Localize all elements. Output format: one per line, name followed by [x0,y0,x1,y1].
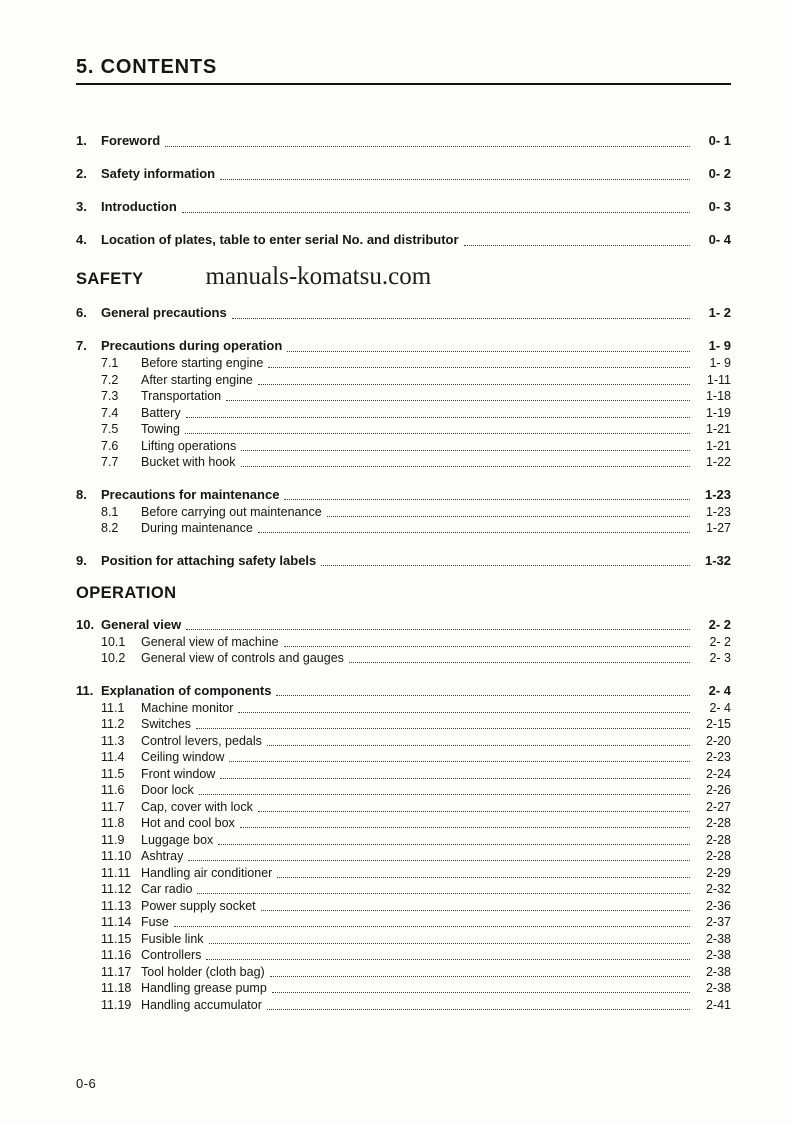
toc-entry-number: 11.11 [101,865,131,880]
watermark-text: manuals-komatsu.com [205,263,432,290]
toc-entry-number: 7.5 [101,422,119,436]
toc [76,131,731,1013]
toc-entry-page: 2-37 [705,915,731,929]
toc-entry [76,733,731,750]
dot-leader [240,827,690,828]
toc-entry-number: 4. [76,232,87,247]
toc-entry-label: Control levers, pedals [141,733,262,748]
toc-entry-page: 2-38 [705,964,731,979]
toc-entry-label: Tool holder (cloth bag) [141,964,265,979]
dot-leader [186,629,690,630]
toc-entry-number: 8.1 [101,504,119,519]
toc-entry [76,980,731,997]
toc-section [76,584,731,1014]
toc-entry [76,881,731,898]
section-heading: SAFETY [76,270,144,288]
toc-entry [76,551,731,570]
toc-entry-label: Handling air conditioner [141,865,273,880]
section-heading-row [76,263,731,291]
toc-entry-page: 1- 9 [708,338,731,353]
dot-leader [261,910,690,911]
dot-leader [238,712,690,713]
toc-entry-page: 1-21 [705,422,731,436]
toc-entry [76,438,731,455]
dot-leader [218,844,690,845]
toc-entry-number: 6. [76,305,87,320]
dot-leader [165,146,690,147]
toc-entry-number: 7.1 [101,356,119,370]
toc-entry [76,303,731,322]
toc-entry [76,681,731,700]
toc-entry-page: 1-19 [705,405,731,420]
toc-entry-page: 2- 4 [708,682,731,698]
toc-entry-page: 0- 3 [708,199,731,214]
toc-entry-label: Foreword [101,133,161,148]
toc-entry [76,766,731,783]
toc-entry-page: 2-28 [705,832,731,847]
toc-entry-page: 0- 2 [708,166,731,181]
toc-group [76,131,731,150]
toc-entry-label: Location of plates, table to enter serial No. and distributor [101,232,459,247]
toc-entry [76,914,731,931]
toc-entry [76,650,731,667]
toc-entry [76,388,731,405]
toc-entry-label: Ashtray [141,849,184,863]
toc-entry [76,131,731,150]
dot-leader [327,516,690,517]
toc-entry-number: 7.7 [101,455,119,469]
toc-entry-label: Cap, cover with lock [141,799,253,814]
toc-entry-label: Fuse [141,915,169,929]
toc-group [76,615,731,667]
toc-entry [76,485,731,504]
toc-entry-label: Battery [141,405,181,420]
dot-leader [321,565,690,566]
toc-group [76,681,731,1014]
toc-entry-label: General view of machine [141,634,279,649]
toc-entry [76,454,731,471]
toc-entry-number: 7.6 [101,438,119,453]
toc-entry-page: 0- 1 [708,133,731,148]
dot-leader [272,992,690,993]
dot-leader [258,811,690,812]
toc-entry [76,947,731,964]
dot-leader [206,959,690,960]
toc-entry [76,815,731,832]
dot-leader [209,943,690,944]
dot-leader [464,245,690,246]
toc-entry-page: 2- 2 [708,616,731,632]
toc-entry-label: Position for attaching safety labels [101,552,317,568]
toc-entry [76,230,731,249]
toc-entry-page: 2- 2 [709,634,731,649]
toc-entry-label: Front window [141,766,216,781]
toc-entry-label: Power supply socket [141,898,256,913]
toc-entry-page: 1-11 [706,372,731,387]
toc-group [76,485,731,537]
dot-leader [267,745,690,746]
toc-entry [76,964,731,981]
toc-entry-page: 2-28 [705,849,731,863]
toc-entry-number: 11.15 [101,931,132,946]
toc-group [76,303,731,322]
toc-group [76,164,731,183]
toc-entry-page: 1- 2 [708,305,731,320]
toc-entry-label: Car radio [141,882,193,896]
toc-entry-number: 11.12 [101,882,132,896]
toc-entry-label: Safety information [101,166,216,181]
toc-entry [76,520,731,537]
toc-entry-number: 11.8 [101,816,125,830]
dot-leader [284,499,690,500]
toc-entry-page: 1-23 [705,504,731,519]
toc-entry-page: 2-15 [705,717,731,731]
toc-entry [76,197,731,216]
footer-page-number: 0-6 [76,1076,97,1091]
toc-entry-page: 2-41 [705,997,731,1012]
toc-entry-label: Bucket with hook [141,455,236,469]
dot-leader [276,695,690,696]
toc-entry-number: 11.2 [101,717,125,731]
toc-entry-page: 2-28 [705,816,731,830]
toc-entry-number: 11.1 [101,700,125,715]
toc-entry-page: 1-21 [705,438,731,453]
toc-entry-label: General view [101,616,182,632]
toc-entry-page: 2-38 [705,931,731,946]
toc-entry-number: 11.10 [101,849,132,863]
toc-entry-page: 2-32 [705,882,731,896]
toc-entry-page: 1-22 [705,455,731,469]
toc-entry-number: 2. [76,166,87,181]
toc-entry-label: Introduction [101,199,177,214]
toc-entry-page: 2-38 [705,981,731,995]
dot-leader [232,318,690,319]
toc-entry-number: 7.3 [101,389,119,403]
toc-entry-number: 11.5 [101,766,125,781]
toc-entry-label: Controllers [141,948,202,962]
toc-entry-page: 1-27 [705,521,731,535]
toc-section [76,131,731,249]
dot-leader [226,400,690,401]
toc-entry-number: 11.3 [101,733,125,748]
dot-leader [258,384,690,385]
toc-entry-page: 2-23 [705,750,731,764]
toc-entry-page: 2-26 [705,783,731,797]
toc-group [76,230,731,249]
toc-entry-number: 8. [76,486,87,502]
dot-leader [229,761,690,762]
toc-entry-number: 10.2 [101,651,126,665]
toc-entry-label: Ceiling window [141,750,225,764]
toc-entry [76,832,731,849]
dot-leader [220,179,690,180]
toc-entry-label: Towing [141,422,180,436]
toc-entry-label: Precautions during operation [101,338,283,353]
toc-entry-page: 2-20 [705,733,731,748]
dot-leader [241,466,691,467]
dot-leader [349,662,690,663]
title-rule [76,56,731,85]
dot-leader [284,646,690,647]
toc-entry-label: Hot and cool box [141,816,235,830]
toc-entry-number: 1. [76,133,87,148]
dot-leader [287,351,690,352]
dot-leader [186,417,690,418]
toc-entry [76,799,731,816]
toc-entry-label: Before starting engine [141,356,264,370]
dot-leader [182,212,690,213]
toc-entry [76,372,731,389]
toc-entry [76,634,731,651]
toc-entry [76,848,731,865]
dot-leader [270,976,690,977]
toc-entry-label: Handling grease pump [141,981,267,995]
toc-entry-label: Luggage box [141,832,214,847]
toc-entry-number: 11.14 [101,915,132,929]
toc-entry-page: 1-23 [704,486,731,502]
toc-entry-label: General view of controls and gauges [141,651,344,665]
dot-leader [220,778,690,779]
toc-entry [76,504,731,521]
toc-entry-page: 1- 9 [709,356,731,370]
toc-entry-page: 2-24 [705,766,731,781]
toc-group [76,336,731,471]
toc-entry-page: 1-18 [705,389,731,403]
toc-entry [76,865,731,882]
toc-entry-label: Switches [141,717,192,731]
dot-leader [267,1009,690,1010]
toc-entry-number: 3. [76,199,87,214]
toc-entry-page: 2- 4 [709,700,731,715]
toc-entry-label: Fusible link [141,931,204,946]
toc-entry-number: 7.4 [101,405,119,420]
toc-entry-number: 10. [76,616,95,632]
toc-entry-page: 2-29 [705,865,731,880]
toc-entry [76,421,731,438]
toc-section [76,263,731,570]
toc-entry [76,355,731,372]
toc-entry-number: 10.1 [101,634,126,649]
toc-entry-page: 2- 3 [709,651,731,665]
toc-entry-number: 11.9 [101,832,125,847]
toc-entry [76,700,731,717]
toc-entry-label: During maintenance [141,521,253,535]
dot-leader [268,367,690,368]
toc-entry [76,164,731,183]
toc-entry-page: 2-38 [705,948,731,962]
toc-entry [76,405,731,422]
toc-group [76,551,731,570]
dot-leader [188,860,690,861]
toc-entry-number: 9. [76,552,87,568]
dot-leader [196,728,690,729]
toc-entry [76,997,731,1014]
dot-leader [258,532,690,533]
toc-entry-number: 11. [76,682,94,698]
toc-entry [76,782,731,799]
toc-entry [76,749,731,766]
section-heading-row [76,584,731,603]
toc-entry-number: 11.18 [101,981,132,995]
toc-entry-number: 7. [76,338,87,353]
dot-leader [185,433,690,434]
toc-entry-number: 11.4 [101,750,125,764]
toc-entry-label: Lifting operations [141,438,237,453]
toc-entry-number: 11.17 [101,964,132,979]
dot-leader [277,877,690,878]
toc-entry-page: 2-27 [705,799,731,814]
dot-leader [199,794,690,795]
toc-entry [76,931,731,948]
dot-leader [174,926,690,927]
toc-entry-label: Machine monitor [141,700,234,715]
toc-entry-number: 11.13 [101,898,132,913]
toc-entry-label: After starting engine [141,372,253,387]
toc-entry-label: Handling accumulator [141,997,262,1012]
toc-entry-label: General precautions [101,305,227,320]
toc-entry-label: Transportation [141,389,222,403]
toc-entry-label: Explanation of components [101,682,272,698]
toc-entry-number: 8.2 [101,521,119,535]
toc-entry-label: Precautions for maintenance [101,486,280,502]
toc-entry-page: 0- 4 [708,232,731,247]
toc-entry-number: 11.19 [101,997,132,1012]
toc-entry [76,716,731,733]
dot-leader [241,450,690,451]
toc-entry-number: 7.2 [101,372,119,387]
toc-entry-page: 2-36 [705,898,731,913]
toc-entry [76,615,731,634]
toc-entry-page: 1-32 [704,552,731,568]
toc-entry [76,336,731,355]
toc-group [76,197,731,216]
page-title: 5. CONTENTS [76,56,217,85]
toc-entry-number: 11.6 [101,783,125,797]
toc-entry-number: 11.16 [101,948,132,962]
section-heading: OPERATION [76,583,177,602]
toc-entry-number: 11.7 [101,799,125,814]
dot-leader [197,893,690,894]
toc-entry [76,898,731,915]
toc-entry-label: Before carrying out maintenance [141,504,322,519]
toc-entry-label: Door lock [141,783,194,797]
